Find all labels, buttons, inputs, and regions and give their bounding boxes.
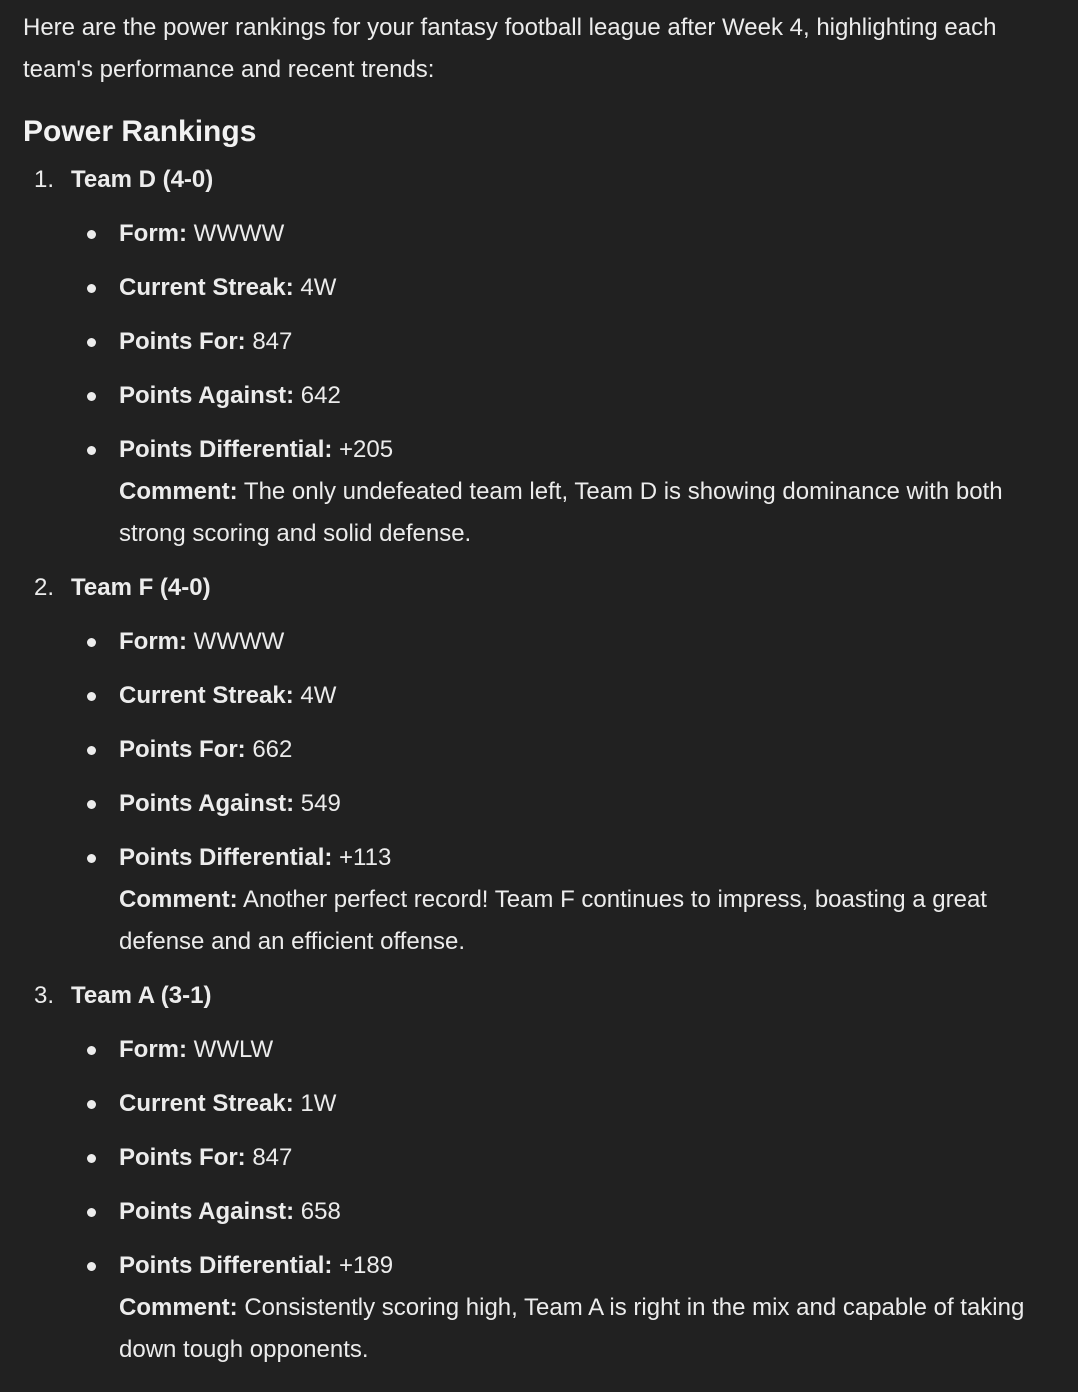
stat-label: Current Streak: [119, 682, 294, 709]
bullet-icon [87, 800, 96, 809]
stat-current-streak [23, 267, 1054, 309]
bullet-icon [87, 338, 96, 347]
stat-label: Points Differential: [119, 436, 333, 463]
stat-value: 4W [293, 682, 337, 709]
stat-value: WWWW [187, 628, 285, 655]
team-entry [23, 159, 1054, 555]
stat-points-differential [23, 837, 1054, 879]
stat-value: 1W [293, 1090, 337, 1117]
team-name: Team A (3-1) [71, 982, 212, 1009]
bullet-icon [87, 1154, 96, 1163]
stat-label: Form: [119, 220, 187, 247]
team-title [23, 159, 1054, 201]
team-stats-list [23, 213, 1054, 471]
stat-label: Points Differential: [119, 1252, 333, 1279]
stat-current-streak [23, 675, 1054, 717]
stat-points-for [23, 729, 1054, 771]
stat-value: WWLW [187, 1036, 274, 1063]
stat-form [23, 213, 1054, 255]
bullet-icon [87, 746, 96, 755]
stat-points-against [23, 1191, 1054, 1233]
bullet-icon [87, 1046, 96, 1055]
comment-text: The only undefeated team left, Team D is showing dominance with both strong scoring and solid defense. [119, 478, 1003, 547]
stat-points-against [23, 783, 1054, 825]
team-title [23, 567, 1054, 609]
stat-label: Points For: [119, 328, 246, 355]
stat-points-against [23, 375, 1054, 417]
stat-form [23, 621, 1054, 663]
bullet-icon [87, 1100, 96, 1109]
team-comment [23, 1287, 1054, 1371]
stat-current-streak [23, 1083, 1054, 1125]
comment-text: Another perfect record! Team F continues to impress, boasting a great defense and an efficient offense. [119, 886, 987, 955]
stat-label: Points Against: [119, 382, 295, 409]
bullet-icon [87, 284, 96, 293]
stat-value: 642 [294, 382, 341, 409]
stat-value: 658 [294, 1198, 341, 1225]
rank-number: 2. [34, 574, 55, 601]
bullet-icon [87, 1262, 96, 1271]
bullet-icon [87, 446, 96, 455]
stat-label: Current Streak: [119, 274, 294, 301]
stat-label: Points Differential: [119, 844, 333, 871]
bullet-icon [87, 1208, 96, 1217]
bullet-icon [87, 638, 96, 647]
stat-label: Points Against: [119, 1198, 295, 1225]
rank-number: 3. [34, 982, 55, 1009]
stat-points-differential [23, 429, 1054, 471]
stat-value: +189 [332, 1252, 394, 1279]
comment-label: Comment: [119, 886, 238, 913]
bullet-icon [87, 854, 96, 863]
stat-value: 847 [245, 1144, 293, 1171]
team-comment [23, 471, 1054, 555]
team-name: Team D (4-0) [71, 166, 214, 193]
team-entry [23, 567, 1054, 963]
team-comment [23, 879, 1054, 963]
rankings-list [23, 159, 1054, 1371]
stat-value: 549 [294, 790, 341, 817]
stat-label: Points For: [119, 1144, 246, 1171]
bullet-icon [87, 392, 96, 401]
stat-value: 662 [245, 736, 293, 763]
team-entry [23, 975, 1054, 1371]
stat-points-for [23, 321, 1054, 363]
comment-label: Comment: [119, 478, 238, 505]
bullet-icon [87, 692, 96, 701]
section-heading: Power Rankings [23, 115, 257, 148]
stat-value: 847 [245, 328, 293, 355]
stat-value: +205 [332, 436, 394, 463]
team-stats-list [23, 621, 1054, 879]
comment-text: Consistently scoring high, Team A is right in the mix and capable of taking down tough opponents. [119, 1294, 1025, 1363]
stat-label: Current Streak: [119, 1090, 294, 1117]
team-title [23, 975, 1054, 1017]
stat-label: Form: [119, 628, 187, 655]
stat-value: +113 [332, 844, 392, 871]
intro-paragraph: Here are the power rankings for your fantasy football league after Week 4, highlighting each team's performance and recent trends: [23, 14, 997, 83]
stat-form [23, 1029, 1054, 1071]
stat-value: 4W [293, 274, 337, 301]
team-stats-list [23, 1029, 1054, 1287]
stat-label: Form: [119, 1036, 187, 1063]
rank-number: 1. [34, 166, 55, 193]
team-name: Team F (4-0) [71, 574, 211, 601]
stat-points-for [23, 1137, 1054, 1179]
stat-points-differential [23, 1245, 1054, 1287]
stat-label: Points Against: [119, 790, 295, 817]
comment-label: Comment: [119, 1294, 238, 1321]
bullet-icon [87, 230, 96, 239]
stat-label: Points For: [119, 736, 246, 763]
stat-value: WWWW [187, 220, 285, 247]
